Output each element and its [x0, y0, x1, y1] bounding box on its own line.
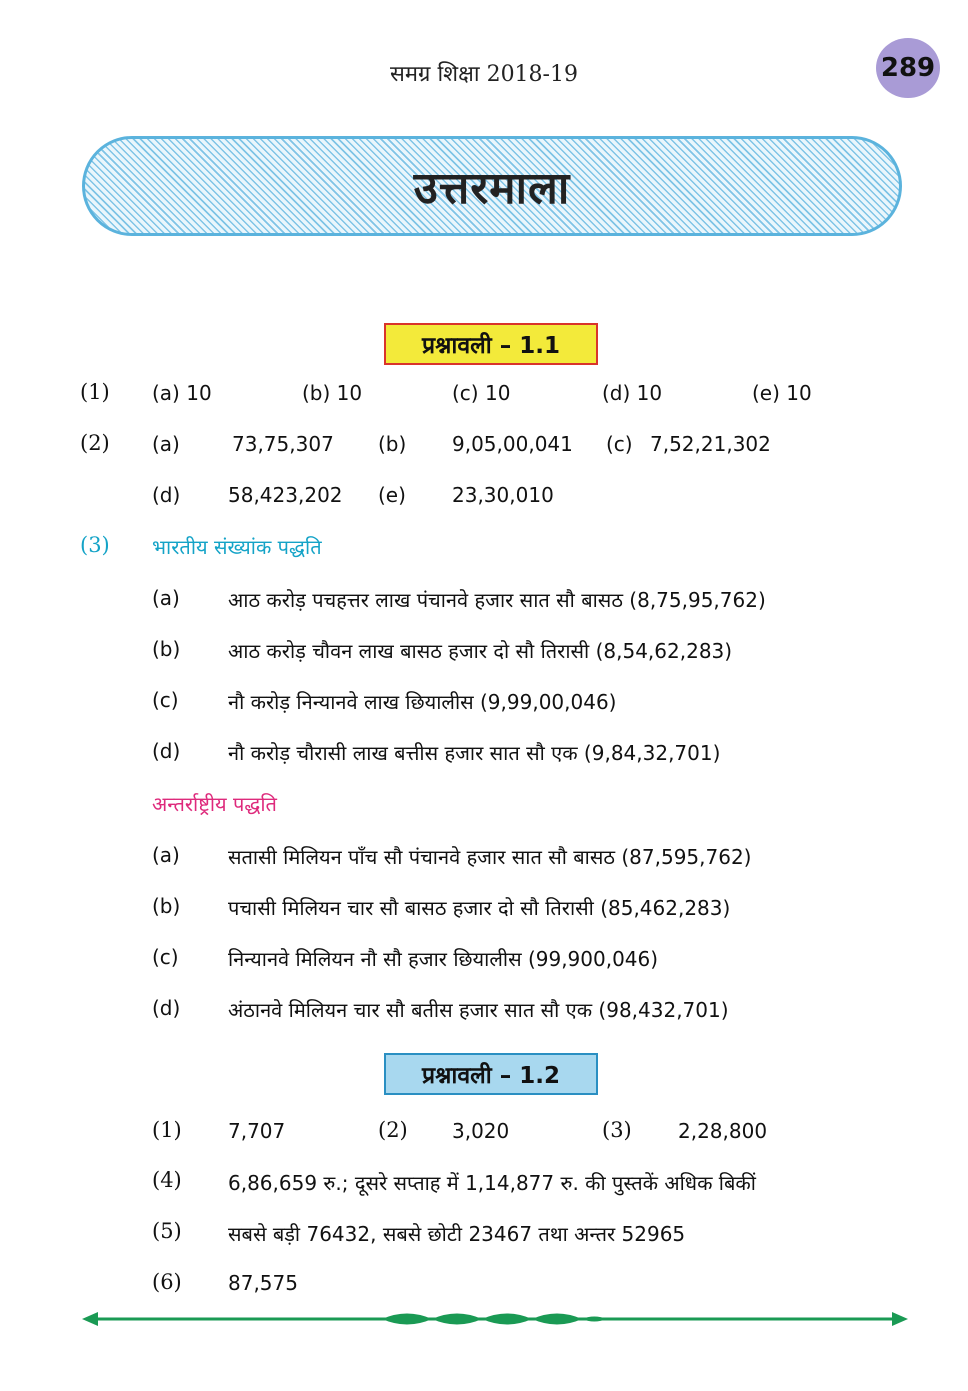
indian-answer: आठ करोड़ पचहत्तर लाख पंचानवे हजार सात सौ बासठ (8,75,95,762)	[228, 588, 766, 612]
answer-value: 2,28,800	[678, 1119, 768, 1143]
intl-answer: निन्यानवे मिलियन नौ सौ हजार छियालीस (99,900,046)	[228, 947, 659, 971]
q1-item: (d) 10	[602, 381, 663, 405]
q2-value: 73,75,307	[232, 432, 334, 456]
q1-item: (c) 10	[452, 381, 511, 405]
answer-number: (4)	[152, 1168, 182, 1192]
indian-answer: नौ करोड़ चौरासी लाख बत्तीस हजार सात सौ एक (9,84,32,701)	[228, 741, 721, 765]
q2-value: 58,423,202	[228, 483, 343, 507]
indian-label: (b)	[152, 637, 181, 661]
answer-text: 6,86,659 रु.; दूसरे सप्ताह में 1,14,877 रु. की पुस्तकें अधिक बिकीं	[228, 1171, 756, 1195]
indian-label: (a)	[152, 586, 180, 610]
answer-value: 7,707	[228, 1119, 286, 1143]
q1-item: (b) 10	[302, 381, 363, 405]
answers-banner	[82, 136, 902, 236]
answer-number: (1)	[152, 1118, 182, 1142]
indian-answer: आठ करोड़ चौवन लाख बासठ हजार दो सौ तिरासी (8,54,62,283)	[228, 639, 733, 663]
exercise-1-2-heading: प्रश्नावली – 1.2	[384, 1053, 598, 1095]
q2-label: (c)	[606, 432, 633, 456]
answer-text: 87,575	[228, 1271, 298, 1295]
q1-item: (a) 10	[152, 381, 212, 405]
q3-number: (3)	[80, 533, 110, 557]
answer-text: सबसे बड़ी 76432, सबसे छोटी 23467 तथा अन्तर 52965	[228, 1222, 686, 1246]
q2-number: (2)	[80, 431, 110, 455]
q1-item: (e) 10	[752, 381, 812, 405]
answer-number: (2)	[378, 1118, 408, 1142]
international-system-heading: अन्तर्राष्ट्रीय पद्धति	[152, 792, 277, 816]
indian-answer: नौ करोड़ निन्यानवे लाख छियालीस (9,99,00,046)	[228, 690, 617, 714]
decorative-divider	[82, 1306, 908, 1332]
intl-answer: सतासी मिलियन पाँच सौ पंचानवे हजार सात सौ बासठ (87,595,762)	[228, 845, 752, 869]
indian-label: (d)	[152, 739, 181, 763]
intl-answer: अंठानवे मिलियन चार सौ बतीस हजार सात सौ एक (98,432,701)	[228, 998, 729, 1022]
answer-number: (5)	[152, 1219, 182, 1243]
q2-label: (e)	[378, 483, 406, 507]
q2-label: (a)	[152, 432, 180, 456]
indian-label: (c)	[152, 688, 179, 712]
q2-label: (b)	[378, 432, 407, 456]
q2-value: 7,52,21,302	[650, 432, 771, 456]
intl-label: (b)	[152, 894, 181, 918]
intl-label: (c)	[152, 945, 179, 969]
exercise-1-1-heading: प्रश्नावली – 1.1	[384, 323, 598, 365]
banner-title: उत्तरमाला	[413, 163, 571, 214]
q2-label: (d)	[152, 483, 181, 507]
q2-value: 9,05,00,041	[452, 432, 573, 456]
q1-number: (1)	[80, 380, 110, 404]
intl-label: (d)	[152, 996, 181, 1020]
answer-number: (6)	[152, 1270, 182, 1294]
page-number-badge: 289	[876, 38, 940, 98]
intl-label: (a)	[152, 843, 180, 867]
answer-number: (3)	[602, 1118, 632, 1142]
header-title: समग्र शिक्षा 2018-19	[390, 62, 578, 87]
answer-value: 3,020	[452, 1119, 510, 1143]
intl-answer: पचासी मिलियन चार सौ बासठ हजार दो सौ तिरासी (85,462,283)	[228, 896, 731, 920]
indian-system-heading: भारतीय संख्यांक पद्धति	[152, 535, 322, 559]
q2-value: 23,30,010	[452, 483, 554, 507]
